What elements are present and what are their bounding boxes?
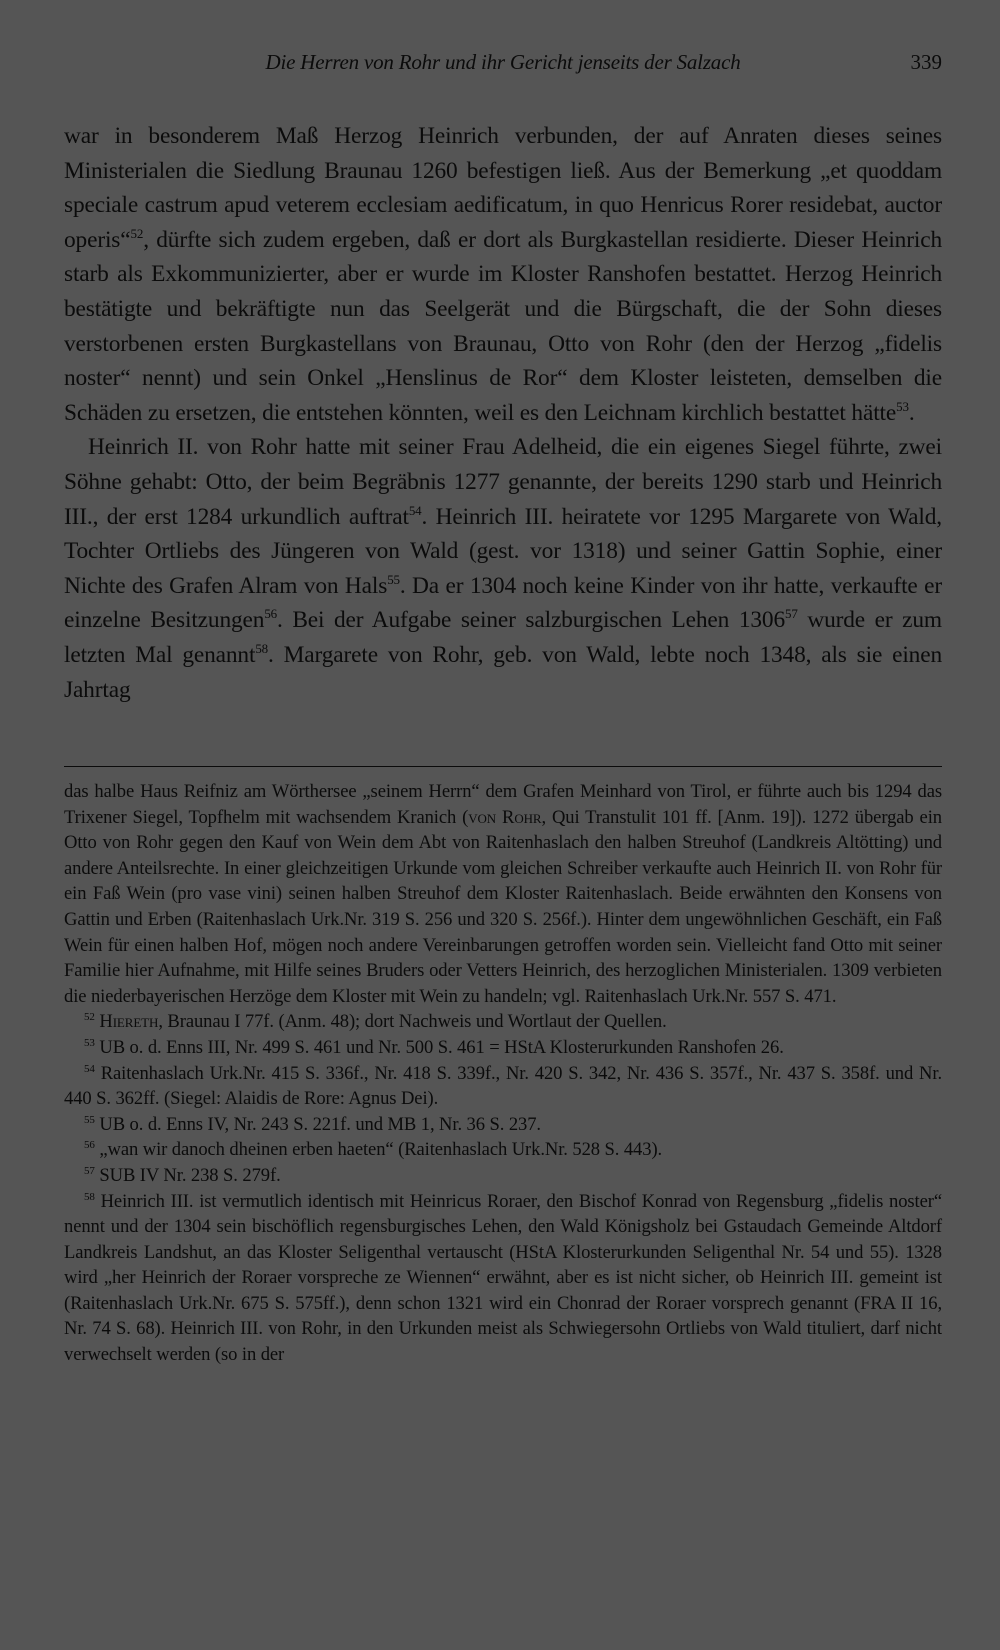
footnote-number: 58 <box>84 1190 95 1203</box>
footnote-number: 55 <box>84 1113 95 1126</box>
text-span: Raitenhaslach Urk.Nr. 415 S. 336f., Nr. 418 S. 339f., Nr. 420 S. 342, Nr. 436 S. 357f., Nr. 437 S. 358f. und Nr. 440 S. 362ff. (Siegel: Alaidis de Rore: Agnus Dei). <box>64 1062 942 1110</box>
text-span: war in besonderem Maß Herzog Heinrich verbunden, der auf Anraten dieses seines Ministerialen die Siedlung Braunau 1260 befestigen ließ. Aus der Bemerkung „et quoddam speciale castrum apud veterem ecclesiam aedificatum, in quo Henricus Rorer residebat, auctor operis“ <box>64 123 942 253</box>
footnote-ref: 55 <box>387 571 400 587</box>
text-span: , Braunau I 77f. (Anm. 48); dort Nachweis und Wortlaut der Quellen. <box>158 1011 667 1033</box>
text-span: das halbe Haus Reifniz am Wörthersee „seinem Herrn“ dem Grafen Meinhard von Tirol, er führte auch bis 1294 das Trixener Siegel, Topfhelm mit wachsendem Kranich ( <box>64 781 942 828</box>
footnote <box>64 1137 942 1163</box>
paragraph <box>64 430 942 707</box>
text-span: . Heinrich III. heiratete vor 1295 Margarete von Wald, Tochter Ortliebs des Jüngeren von Wald (gest. vor 1318) und seiner Gattin Sophie, einer Nichte des Grafen Alram von Hals <box>64 503 942 599</box>
footnote-number: 52 <box>84 1011 95 1024</box>
footnote-ref: 53 <box>896 398 909 414</box>
footnote <box>64 1035 942 1061</box>
footnote-ref: 56 <box>264 606 278 622</box>
text-span: „wan wir danoch dheinen erben haeten“ (Raitenhaslach Urk.Nr. 528 S. 443). <box>99 1139 663 1161</box>
text-span: wurde er zum letzten Mal genannt <box>64 607 942 668</box>
text-span: UB o. d. Enns IV, Nr. 243 S. 221f. und MB 1, Nr. 36 S. 237. <box>99 1113 541 1135</box>
text-span: von Rohr <box>468 806 542 828</box>
footnote-ref: 52 <box>130 225 144 241</box>
paragraph <box>64 119 942 430</box>
footnote-divider <box>64 766 942 767</box>
footnote-continuation <box>64 779 942 1009</box>
text-span: Hiereth <box>99 1011 159 1033</box>
footnote <box>64 1009 942 1035</box>
footnote <box>64 1061 942 1112</box>
footnote-number: 57 <box>84 1164 95 1177</box>
text-span: , dürfte sich zudem ergeben, daß er dort als Burgkastellan residierte. Dieser Heinrich starb als Exkommunizierter, aber er wurde im Kloster Ranshofen bestattet. Herzog Heinrich bestätigte und bekräftigte nun das Seelgerät und die Bürgschaft, die der Sohn dieses verstorbenen ersten Burgkastellans von Braunau, Otto von Rohr (den der Herzog „fidelis noster“ nennt) und sein Onkel „Henslinus de Ror“ dem Kloster leisteten, demselben die Schäden zu ersetzen, die entstehen könnten, weil es den Leichnam kirchlich bestattet hätte <box>64 226 942 426</box>
footnote-number: 56 <box>84 1139 95 1152</box>
text-span: SUB IV Nr. 238 S. 279f. <box>99 1164 281 1186</box>
text-span: , Qui Transtulit 101 ff. [Anm. 19]). 1272 übergab ein Otto von Rohr gegen den Kauf von Wein dem Abt von Raitenhaslach den halben Streuhof (Landkreis Altötting) und andere Anteilsrechte. In einer gleichzeitigen Urkunde vom gleichen Schreiber verkaufte auch Heinrich II. von Rohr für ein Faß Wein (pro vase vini) seinen halben Streuhof dem Kloster Raitenhaslach. Beide erwähnten den Konsens von Gattin und Erben (Raitenhaslach Urk.Nr. 319 S. 256 und 320 S. 256f.). Hinter dem ungewöhnlichen Geschäft, ein Faß Wein für einen halben Hof, mögen noch andere Vereinbarungen getroffen worden sein. Vielleicht fand Otto mit seiner Familie hier Aufnahme, mit Hilfe seines Bruders oder Vetters Heinrich, des herzoglichen Ministerialen. 1309 verbieten die niederbayerischen Herzöge dem Kloster mit Wein zu handeln; vgl. Raitenhaslach Urk.Nr. 557 S. 471. <box>64 806 942 1007</box>
footnote-ref: 58 <box>255 640 269 656</box>
text-span: UB o. d. Enns III, Nr. 499 S. 461 und Nr. 500 S. 461 = HStA Klosterurkunden Ranshofen 26. <box>99 1036 784 1058</box>
running-title: Die Herren von Rohr und ihr Gericht jenseits der Salzach <box>265 50 741 74</box>
text-span: Heinrich III. ist vermutlich identisch mit Heinricus Roraer, den Bischof Konrad von Regensburg „fidelis noster“ nennt und der 1304 sein bischöflich regensburgisches Lehen, den Wald Königsholz bei Gstaudach Gemeinde Altdorf Landkreis Landshut, an das Kloster Seligenthal vertauscht (HStA Klosterurkunden Seligenthal Nr. 54 und 55). 1328 wird „her Heinrich der Roraer vorspreche ze Wiennen“ erwähnt, aber es ist nicht sicher, ob Heinrich III. gemeint ist (Raitenhaslach Urk.Nr. 675 S. 575ff.), denn schon 1321 wird ein Chonrad der Roraer vorsprech genannt (FRA II 16, Nr. 74 S. 68). Heinrich III. von Rohr, in den Urkunden meist als Schwiegersohn Ortliebs von Wald tituliert, darf nicht verwechselt werden (so in der <box>64 1190 942 1366</box>
footnote <box>64 1163 942 1189</box>
footnote <box>64 1112 942 1138</box>
footnote-ref: 57 <box>785 606 798 622</box>
footnote-ref: 54 <box>408 502 422 518</box>
footnote-number: 53 <box>84 1036 95 1049</box>
footnote <box>64 1189 942 1368</box>
main-text <box>64 119 942 707</box>
footnote-number: 54 <box>84 1062 95 1075</box>
text-span: . Margarete von Rohr, geb. von Wald, lebte noch 1348, als sie einen Jahrtag <box>64 641 943 703</box>
text-span: Heinrich II. von Rohr hatte mit seiner Frau Adelheid, die ein eigenes Siegel führte, zwei Söhne gehabt: Otto, der beim Begräbnis 1277 genannte, der bereits 1290 starb und Heinrich III., der erst 1284 urkundlich auftrat <box>64 434 942 530</box>
running-head <box>64 50 942 80</box>
text-span: . Bei der Aufgabe seiner salzburgischen Lehen 1306 <box>277 607 786 634</box>
page-number: 339 <box>910 50 942 74</box>
text-span: . Da er 1304 noch keine Kinder von ihr hatte, verkaufte er einzelne Besitzungen <box>64 572 943 634</box>
text-span: . <box>908 399 915 426</box>
footnotes <box>64 779 942 1368</box>
